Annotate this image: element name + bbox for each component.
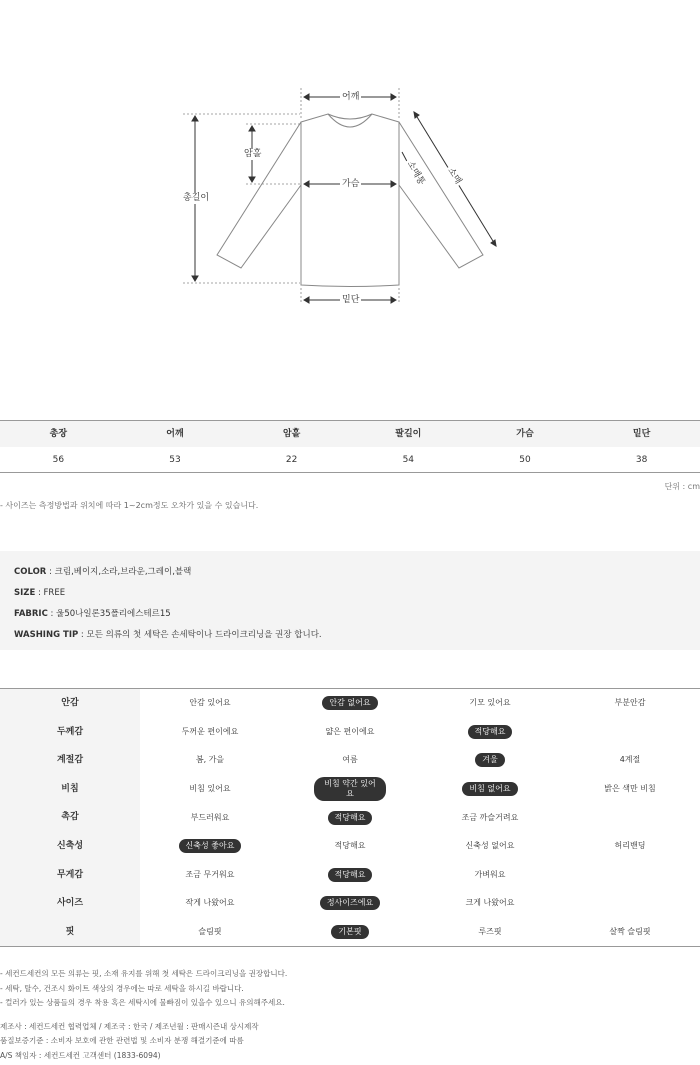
attribute-option-label: 부드러워요 <box>190 812 230 822</box>
attribute-option-label: 겨울 <box>475 753 504 767</box>
value-cell: 56 <box>52 455 65 465</box>
color-value: 크림,베이지,소라,브라운,그레이,블랙 <box>54 567 192 577</box>
unit-label: 단위 : cm <box>664 482 700 491</box>
attribute-option <box>560 927 700 937</box>
attribute-option-selected <box>280 868 420 882</box>
note-line: - 세탁, 탈수, 건조시 화이트 색상의 경우에는 따로 세탁을 하시길 바랍니다. <box>0 983 244 993</box>
attribute-option <box>140 898 280 908</box>
attribute-option-label: 안감 없어요 <box>322 696 377 710</box>
attribute-option-label: 정사이즈에요 <box>320 896 380 910</box>
fabric-value: 울50나일론35폴리에스테르15 <box>56 609 171 619</box>
header-cell: 가슴 <box>516 429 534 439</box>
value-cell: 54 <box>402 455 415 465</box>
attribute-option <box>420 898 560 908</box>
attribute-option <box>140 927 280 937</box>
attribute-option-label: 작게 나왔어요 <box>185 898 235 908</box>
attribute-option-label: 신축성 좋아요 <box>179 839 242 853</box>
attribute-option-label: 안감 있어요 <box>189 698 231 708</box>
attribute-option <box>560 784 700 794</box>
attribute-option-selected <box>280 925 420 939</box>
value-cell: 22 <box>285 455 298 465</box>
color-label: COLOR <box>14 567 47 577</box>
attribute-option-selected <box>420 753 560 767</box>
attribute-option-selected <box>280 696 420 710</box>
attribute-option-label: 두꺼운 편이에요 <box>181 726 239 736</box>
attribute-row <box>0 889 700 918</box>
attribute-option-label: 크게 나왔어요 <box>465 898 515 908</box>
attribute-option-selected <box>140 839 280 853</box>
attribute-row <box>0 861 700 890</box>
attribute-row <box>0 718 700 747</box>
attribute-option <box>560 841 700 851</box>
attribute-row <box>0 803 700 832</box>
attribute-row <box>0 746 700 775</box>
header-cell: 팔길이 <box>395 429 422 439</box>
attribute-option <box>420 813 560 823</box>
attribute-option-label: 기모 있어요 <box>469 698 511 708</box>
size-line: SIZE : FREE <box>14 588 66 598</box>
attribute-option-selected <box>420 725 560 739</box>
header-cell: 어깨 <box>166 429 184 439</box>
shoulder-label: 어깨 <box>342 92 360 102</box>
attribute-key: 촉감 <box>0 803 140 832</box>
size-table-row <box>0 447 700 473</box>
attribute-option <box>560 698 700 708</box>
size-table <box>0 420 700 473</box>
attribute-key: 안감 <box>0 689 140 718</box>
header-cell: 총장 <box>49 429 68 439</box>
attribute-key: 핏 <box>0 918 140 947</box>
attribute-option-label: 봄, 가을 <box>195 755 225 765</box>
hem-label: 밑단 <box>342 295 360 305</box>
attribute-key: 비침 <box>0 775 140 804</box>
attribute-option-label: 적당해요 <box>468 725 513 739</box>
fabric-line: FABRIC : 울50나일론35폴리에스테르15 <box>14 609 171 619</box>
attribute-option-label: 조금 무거워요 <box>185 869 235 879</box>
total-length-label: 총길이 <box>183 193 210 203</box>
attribute-option-label: 여름 <box>342 755 358 765</box>
attribute-option <box>280 841 420 851</box>
attribute-option-label: 적당해요 <box>334 841 366 851</box>
attribute-option-selected <box>420 782 560 796</box>
attribute-key: 신축성 <box>0 832 140 861</box>
care-notes <box>0 967 287 1063</box>
attribute-option <box>140 870 280 880</box>
attribute-option <box>140 813 280 823</box>
attribute-option-label: 조금 까슬거려요 <box>461 812 519 822</box>
attribute-key: 무게감 <box>0 861 140 890</box>
attribute-option <box>420 927 560 937</box>
header-cell: 밑단 <box>632 429 651 439</box>
attribute-row <box>0 918 700 947</box>
attribute-option-label: 비침 없어요 <box>462 782 517 796</box>
attribute-option <box>140 784 280 794</box>
attribute-option-label: 밝은 색만 비침 <box>604 784 656 794</box>
armhole-label: 암홀 <box>244 149 262 159</box>
attribute-key: 계절감 <box>0 746 140 775</box>
chest-label: 가슴 <box>342 179 360 189</box>
attribute-option-selected <box>280 811 420 825</box>
attribute-option-label: 살짝 슬림핏 <box>609 927 651 937</box>
attribute-option <box>280 727 420 737</box>
attribute-option-label: 부분안감 <box>614 698 646 708</box>
attribute-table <box>0 688 700 947</box>
washing-line: WASHING TIP : 모든 의류의 첫 세탁은 손세탁이나 드라이크리닝을 권장 합니다. <box>14 630 322 640</box>
note-line: - 컬러가 있는 상품들의 경우 착용 혹은 세탁시에 물빠짐이 있을수 있으니 유의해주세요. <box>0 998 285 1007</box>
attribute-option <box>420 841 560 851</box>
attribute-option <box>280 755 420 765</box>
attribute-row <box>0 832 700 861</box>
attribute-option <box>560 755 700 765</box>
product-info-box <box>0 551 700 650</box>
attribute-row <box>0 775 700 804</box>
attribute-option-selected <box>280 896 420 910</box>
sleeve-label: 소매 <box>443 165 464 189</box>
attribute-option-label: 허리밴딩 <box>614 841 646 851</box>
attribute-option <box>420 870 560 880</box>
note-line: - 세컨드세컨의 모든 의류는 핏, 소재 유지를 위해 첫 세탁은 드라이크리닝을 권장합니다. <box>0 969 288 978</box>
footer-line: 제조사 : 세컨드세컨 협력업체 / 제조국 : 한국 / 제조년월 : 판매시즌내 상시제작 <box>0 1021 259 1031</box>
attribute-option-label: 슬림핏 <box>198 927 222 937</box>
size-diagram <box>0 0 700 400</box>
attribute-option <box>140 698 280 708</box>
attribute-option-label: 기본핏 <box>331 925 368 939</box>
attribute-key: 사이즈 <box>0 889 140 918</box>
attribute-key: 두께감 <box>0 718 140 747</box>
attribute-option-label: 얇은 편이에요 <box>325 726 375 736</box>
attribute-option <box>140 755 280 765</box>
attribute-option-label: 비침 약간 있어요 <box>314 777 386 801</box>
value-cell: 53 <box>169 455 181 465</box>
footer-line: A/S 책임자 : 세컨드세컨 고객센터 (1833-6094) <box>0 1050 161 1060</box>
footer-line: 품질보증기준 : 소비자 보호에 관한 관련법 및 소비자 분쟁 해결기준에 따름 <box>0 1036 244 1045</box>
attribute-option-label: 4계절 <box>619 755 641 765</box>
attribute-row <box>0 689 700 718</box>
washing-value: 모든 의류의 첫 세탁은 손세탁이나 드라이크리닝을 권장 합니다. <box>86 630 322 640</box>
value-cell: 50 <box>519 455 531 465</box>
size-label: SIZE <box>14 588 36 598</box>
washing-label: WASHING TIP <box>14 630 79 640</box>
header-cell: 암홀 <box>282 429 301 439</box>
attribute-option <box>140 727 280 737</box>
color-line: COLOR : 크림,베이지,소라,브라운,그레이,블랙 <box>14 567 192 577</box>
sleeve-width-label: 소매통 <box>403 158 428 190</box>
value-cell: 38 <box>635 455 648 465</box>
attribute-option-label: 루즈핏 <box>478 927 502 937</box>
sweater-outline-illustration <box>0 0 700 400</box>
size-table-header <box>0 420 700 447</box>
size-note: - 사이즈는 측정방법과 위치에 따라 1~2cm정도 오차가 있을 수 있습니다. <box>0 501 259 510</box>
fabric-label: FABRIC <box>14 609 48 619</box>
attribute-option-label: 비침 있어요 <box>189 784 231 794</box>
attribute-option <box>420 698 560 708</box>
attribute-option-label: 신축성 없어요 <box>465 841 515 851</box>
attribute-option-selected <box>280 777 420 801</box>
size-value: FREE <box>43 588 66 598</box>
attribute-option-label: 적당해요 <box>328 811 373 825</box>
attribute-option-label: 가벼워요 <box>474 869 506 879</box>
attribute-option-label: 적당해요 <box>328 868 373 882</box>
